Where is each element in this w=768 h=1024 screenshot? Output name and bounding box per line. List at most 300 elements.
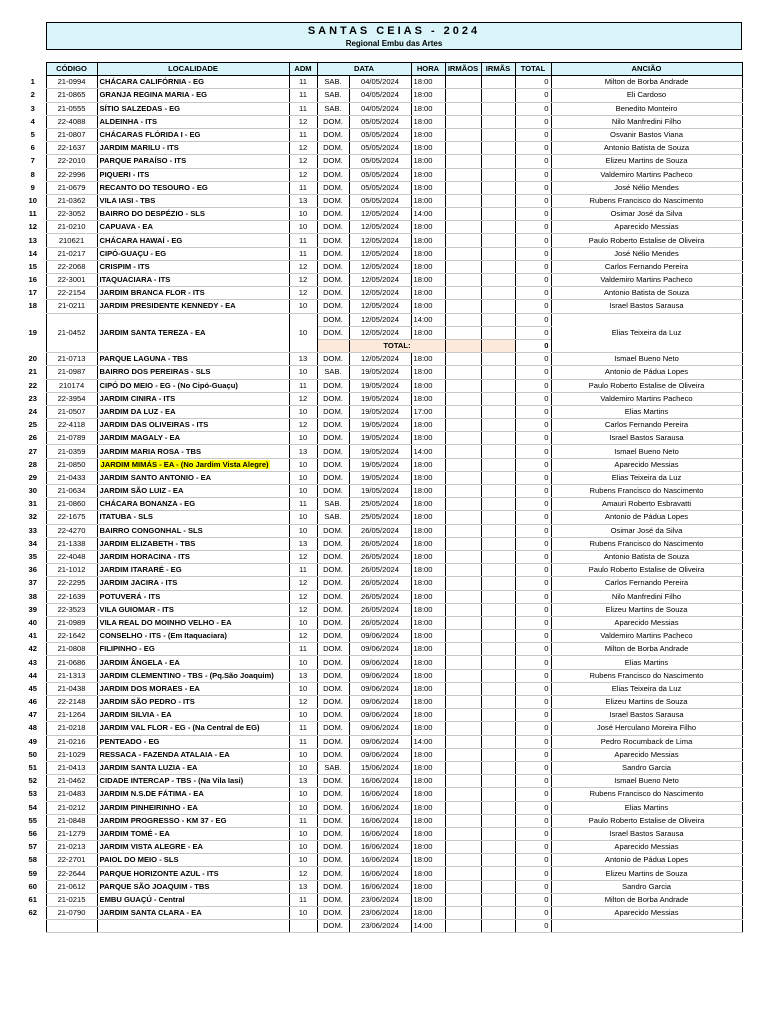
anciao-cell: Rubens Francisco do Nascimento xyxy=(551,194,742,207)
irmaos-cell xyxy=(445,181,481,194)
weekday-cell: DOM. xyxy=(317,564,349,577)
localidade-cell: PARQUE SÃO JOAQUIM - TBS xyxy=(97,880,289,893)
total-cell: 0 xyxy=(515,458,551,471)
row-number: 14 xyxy=(28,248,37,258)
codigo-cell: 22-1642 xyxy=(46,630,97,643)
localidade-cell: GRANJA REGINA MARIA - EG xyxy=(97,89,289,102)
codigo-cell: 210621 xyxy=(46,234,97,247)
table-row xyxy=(20,893,742,906)
anciao-cell: Osimar José da Silva xyxy=(551,524,742,537)
irmaos-cell xyxy=(445,550,481,563)
codigo-cell: 21-0210 xyxy=(46,221,97,234)
total-cell: 0 xyxy=(515,564,551,577)
weekday-cell: DOM. xyxy=(317,353,349,366)
total-cell: 0 xyxy=(515,854,551,867)
table-row xyxy=(20,89,742,102)
date-cell: 19/05/2024 xyxy=(349,471,411,484)
total-cell: 0 xyxy=(515,260,551,273)
row-number: 2 xyxy=(30,90,35,100)
anciao-cell: Antonio de Pádua Lopes xyxy=(551,511,742,524)
anciao-cell: Sandro Garcia xyxy=(551,761,742,774)
total-value: 0 xyxy=(515,339,551,352)
row-number: 41 xyxy=(28,631,37,641)
localidade-cell: JARDIM VAL FLOR - EG - (Na Central de EG) xyxy=(97,722,289,735)
date-cell: 16/06/2024 xyxy=(349,788,411,801)
sheet-subtitle: Regional Embu das Artes xyxy=(345,39,443,48)
localidade-cell: FILIPINHO - EG xyxy=(97,643,289,656)
irmaos-cell xyxy=(445,682,481,695)
hora-cell: 18:00 xyxy=(411,76,445,89)
total-cell: 0 xyxy=(515,300,551,313)
table-row xyxy=(20,603,742,616)
hora-cell: 18:00 xyxy=(411,616,445,629)
row-number: 61 xyxy=(28,894,37,904)
date-cell: 26/05/2024 xyxy=(349,616,411,629)
date-cell: 04/05/2024 xyxy=(349,76,411,89)
localidade-cell: JARDIM ITARARÉ - EG xyxy=(97,564,289,577)
date-cell: 09/06/2024 xyxy=(349,696,411,709)
anciao-cell: Valdemiro Martins Pacheco xyxy=(551,392,742,405)
date-cell: 25/05/2024 xyxy=(349,511,411,524)
irmas-cell xyxy=(481,260,515,273)
localidade-cell: JARDIM SÃO LUIZ - EA xyxy=(97,485,289,498)
irmaos-cell xyxy=(445,208,481,221)
date-cell: 19/05/2024 xyxy=(349,366,411,379)
codigo-cell: 21-0679 xyxy=(46,181,97,194)
header-adm: ADM xyxy=(289,63,317,76)
irmaos-cell xyxy=(445,76,481,89)
adm-cell: 13 xyxy=(289,669,317,682)
localidade-cell: CIPÓ DO MEIO - EG - (No Cipó-Guaçu) xyxy=(97,379,289,392)
date-cell: 09/06/2024 xyxy=(349,656,411,669)
irmas-cell xyxy=(481,854,515,867)
adm-cell: 11 xyxy=(289,76,317,89)
irmaos-cell xyxy=(445,696,481,709)
irmas-cell xyxy=(481,511,515,524)
hora-cell: 18:00 xyxy=(411,168,445,181)
irmas-cell xyxy=(481,458,515,471)
total-cell: 0 xyxy=(515,208,551,221)
sheet-title-box xyxy=(46,22,742,50)
hora-cell: 18:00 xyxy=(411,221,445,234)
codigo-cell: 21-0218 xyxy=(46,722,97,735)
row-number: 56 xyxy=(28,828,37,838)
weekday-cell: DOM. xyxy=(317,550,349,563)
localidade-cell: PARQUE HORIZONTE AZUL - ITS xyxy=(97,867,289,880)
total-cell: 0 xyxy=(515,287,551,300)
row-number: 44 xyxy=(28,670,37,680)
adm-cell: 10 xyxy=(289,616,317,629)
date-cell: 12/05/2024 xyxy=(349,300,411,313)
irmaos-cell xyxy=(445,102,481,115)
total-cell: 0 xyxy=(515,392,551,405)
localidade-cell: JARDIM ÂNGELA - EA xyxy=(97,656,289,669)
hora-cell: 18:00 xyxy=(411,524,445,537)
row-number: 36 xyxy=(28,565,37,575)
row-number: 39 xyxy=(28,604,37,614)
table-row xyxy=(20,841,742,854)
localidade-cell: JARDIM N.S.DE FÁTIMA - EA xyxy=(97,788,289,801)
table-row: 19 21-0452 JARDIM SANTA TEREZA - EA 10 DOM. 12/05/2024 14:00 0 Elias Teixeira da Luz xyxy=(20,313,742,326)
weekday-cell: DOM. xyxy=(317,814,349,827)
total-cell: 0 xyxy=(515,128,551,141)
irmas-cell xyxy=(481,537,515,550)
hora-cell: 18:00 xyxy=(411,194,445,207)
irmas-cell xyxy=(481,709,515,722)
total-cell: 0 xyxy=(515,485,551,498)
weekday-cell: DOM. xyxy=(317,735,349,748)
irmas-cell xyxy=(481,379,515,392)
total-cell: 0 xyxy=(515,76,551,89)
adm-cell: 11 xyxy=(289,379,317,392)
table-row xyxy=(20,827,742,840)
irmas-cell xyxy=(481,168,515,181)
irmaos-cell xyxy=(445,128,481,141)
date-cell: 16/06/2024 xyxy=(349,814,411,827)
codigo-cell: 22-2701 xyxy=(46,854,97,867)
total-cell: 0 xyxy=(515,761,551,774)
anciao-cell: Milton de Borba Andrade xyxy=(551,893,742,906)
hora-cell: 18:00 xyxy=(411,656,445,669)
irmas-cell xyxy=(481,247,515,260)
hora-cell: 18:00 xyxy=(411,696,445,709)
table-row xyxy=(20,669,742,682)
row-number: 27 xyxy=(28,446,37,456)
row-number: 17 xyxy=(28,288,37,298)
weekday-cell: SAB. xyxy=(317,761,349,774)
codigo-cell: 22-2295 xyxy=(46,577,97,590)
adm-cell: 12 xyxy=(289,419,317,432)
codigo-cell: 21-0217 xyxy=(46,247,97,260)
table-row xyxy=(20,274,742,287)
weekday-cell: DOM. xyxy=(317,854,349,867)
anciao-cell: Elias Martins xyxy=(551,405,742,418)
date-cell: 09/06/2024 xyxy=(349,709,411,722)
irmas-cell xyxy=(481,89,515,102)
hora-cell: 18:00 xyxy=(411,498,445,511)
irmaos-cell xyxy=(445,115,481,128)
irmaos-cell xyxy=(445,155,481,168)
weekday-cell: DOM. xyxy=(317,841,349,854)
codigo-cell: 21-0216 xyxy=(46,735,97,748)
table-row xyxy=(20,524,742,537)
irmas-cell xyxy=(481,867,515,880)
row-number: 18 xyxy=(28,301,37,311)
irmas-cell xyxy=(481,564,515,577)
hora-cell: 18:00 xyxy=(411,102,445,115)
adm-cell: 10 xyxy=(289,656,317,669)
anciao-cell: Nilo Manfredini Filho xyxy=(551,590,742,603)
weekday-cell: DOM. xyxy=(317,616,349,629)
weekday-cell: DOM. xyxy=(317,155,349,168)
codigo-cell: 21-1338 xyxy=(46,537,97,550)
adm-cell: 11 xyxy=(289,102,317,115)
row-number: 11 xyxy=(28,209,37,219)
row-number: 48 xyxy=(28,723,37,733)
header-data: DATA xyxy=(317,63,411,76)
weekday-cell: DOM. xyxy=(317,419,349,432)
table-row xyxy=(20,181,742,194)
weekday-cell: DOM. xyxy=(317,867,349,880)
irmaos-cell xyxy=(445,419,481,432)
table-row xyxy=(20,722,742,735)
irmas-cell xyxy=(481,524,515,537)
table-row xyxy=(20,234,742,247)
weekday-cell: DOM. xyxy=(317,893,349,906)
weekday-cell: DOM. xyxy=(317,682,349,695)
localidade-cell: ALDEINHA - ITS xyxy=(97,115,289,128)
total-cell: 0 xyxy=(515,379,551,392)
anciao-cell: Paulo Roberto Estalise de Oliveira xyxy=(551,234,742,247)
irmas-cell xyxy=(481,419,515,432)
irmas-cell xyxy=(481,696,515,709)
hora-cell: 18:00 xyxy=(411,550,445,563)
irmaos-cell xyxy=(445,498,481,511)
localidade-cell: PAIOL DO MEIO - SLS xyxy=(97,854,289,867)
anciao-cell: Elizeu Martins de Souza xyxy=(551,155,742,168)
weekday-cell: DOM. xyxy=(317,247,349,260)
date-cell: 19/05/2024 xyxy=(349,432,411,445)
hora-cell: 18:00 xyxy=(411,366,445,379)
total-cell: 0 xyxy=(515,801,551,814)
table-row xyxy=(20,867,742,880)
adm-cell: 10 xyxy=(289,458,317,471)
irmaos-cell xyxy=(445,89,481,102)
total-cell: 0 xyxy=(515,867,551,880)
weekday-cell: DOM. xyxy=(317,524,349,537)
irmaos-cell xyxy=(445,761,481,774)
weekday-cell: DOM. xyxy=(317,669,349,682)
date-cell: 26/05/2024 xyxy=(349,564,411,577)
adm-cell: 10 xyxy=(289,841,317,854)
weekday-cell: DOM. xyxy=(317,907,349,920)
weekday-cell: DOM. xyxy=(317,801,349,814)
total-cell: 0 xyxy=(515,432,551,445)
weekday-cell: DOM. xyxy=(317,115,349,128)
hora-cell: 18:00 xyxy=(411,577,445,590)
irmaos-cell xyxy=(445,722,481,735)
weekday-cell: DOM. xyxy=(317,260,349,273)
date-cell: 09/06/2024 xyxy=(349,735,411,748)
irmas-cell xyxy=(481,801,515,814)
date-cell: 16/06/2024 xyxy=(349,775,411,788)
hora-cell: 18:00 xyxy=(411,537,445,550)
header-irmas: IRMÃS xyxy=(481,63,515,76)
localidade-cell: PARQUE PARAÍSO - ITS xyxy=(97,155,289,168)
irmas-cell xyxy=(481,761,515,774)
adm-cell: 11 xyxy=(289,643,317,656)
adm-cell: 12 xyxy=(289,274,317,287)
adm-cell: 11 xyxy=(289,498,317,511)
total-cell: 0 xyxy=(515,247,551,260)
irmas-cell xyxy=(481,300,515,313)
row-number: 16 xyxy=(28,275,37,285)
irmaos-cell xyxy=(445,841,481,854)
table-row xyxy=(20,880,742,893)
date-cell: 05/05/2024 xyxy=(349,194,411,207)
hora-cell: 14:00 xyxy=(411,445,445,458)
total-cell: 0 xyxy=(515,366,551,379)
anciao-cell: Amauri Roberto Esbravatti xyxy=(551,498,742,511)
irmaos-cell xyxy=(445,168,481,181)
adm-cell: 12 xyxy=(289,115,317,128)
date-cell: 16/06/2024 xyxy=(349,880,411,893)
adm-cell: 12 xyxy=(289,696,317,709)
table-row xyxy=(20,656,742,669)
date-cell: 12/05/2024 xyxy=(349,208,411,221)
localidade-cell: POTUVERÁ - ITS xyxy=(97,590,289,603)
anciao-cell: Milton de Borba Andrade xyxy=(551,76,742,89)
total-cell: 0 xyxy=(515,221,551,234)
row-number: 35 xyxy=(28,552,37,562)
adm-cell: 10 xyxy=(289,300,317,313)
date-cell: 05/05/2024 xyxy=(349,168,411,181)
row-number: 45 xyxy=(28,683,37,693)
weekday-cell: DOM. xyxy=(317,432,349,445)
adm-cell: 10 xyxy=(289,709,317,722)
table-row xyxy=(20,709,742,722)
anciao-cell: Valdemiro Martins Pacheco xyxy=(551,630,742,643)
hora-cell: 18:00 xyxy=(411,827,445,840)
codigo-cell: 21-0686 xyxy=(46,656,97,669)
localidade-cell: JARDIM HORACINA - ITS xyxy=(97,550,289,563)
table-row xyxy=(20,432,742,445)
adm-cell: 12 xyxy=(289,630,317,643)
date-cell: 16/06/2024 xyxy=(349,801,411,814)
irmaos-cell xyxy=(445,511,481,524)
hora-cell: 17:00 xyxy=(411,405,445,418)
table-row xyxy=(20,221,742,234)
localidade-cell: CHÁCARAS FLÓRIDA I - EG xyxy=(97,128,289,141)
adm-cell: 12 xyxy=(289,260,317,273)
adm-cell: 10 xyxy=(289,471,317,484)
table-row xyxy=(20,208,742,221)
localidade-cell: BAIRRO DOS PEREIRAS - SLS xyxy=(97,366,289,379)
hora-cell: 18:00 xyxy=(411,128,445,141)
date-cell: 05/05/2024 xyxy=(349,115,411,128)
row-number: 43 xyxy=(28,657,37,667)
adm-cell: 10 xyxy=(289,221,317,234)
irmas-cell xyxy=(481,827,515,840)
table-row xyxy=(20,788,742,801)
anciao-cell: Israel Bastos Sarausa xyxy=(551,300,742,313)
anciao-cell: Aparecido Messias xyxy=(551,221,742,234)
irmas-cell xyxy=(481,208,515,221)
hora-cell: 18:00 xyxy=(411,748,445,761)
anciao-cell: Carlos Fernando Pereira xyxy=(551,260,742,273)
table-row xyxy=(20,577,742,590)
date-cell: 16/06/2024 xyxy=(349,841,411,854)
irmaos-cell xyxy=(445,524,481,537)
anciao-cell: Aparecido Messias xyxy=(551,841,742,854)
row-number: 38 xyxy=(28,591,37,601)
codigo-cell: 22-2068 xyxy=(46,260,97,273)
total-cell: 0 xyxy=(515,550,551,563)
anciao-cell: Elizeu Martins de Souza xyxy=(551,603,742,616)
anciao-cell: Valdemiro Martins Pacheco xyxy=(551,274,742,287)
row-number: 8 xyxy=(30,169,35,179)
weekday-cell: DOM. xyxy=(317,722,349,735)
irmas-cell xyxy=(481,907,515,920)
localidade-cell: SÍTIO SALZEDAS - EG xyxy=(97,102,289,115)
adm-cell: 11 xyxy=(289,247,317,260)
weekday-cell: DOM. xyxy=(317,392,349,405)
codigo-cell: 21-0211 xyxy=(46,300,97,313)
irmas-cell xyxy=(481,194,515,207)
irmas-cell xyxy=(481,498,515,511)
weekday-cell: DOM. xyxy=(317,300,349,313)
row-number: 40 xyxy=(28,617,37,627)
hora-cell: 18:00 xyxy=(411,115,445,128)
hora-cell: 14:00 xyxy=(411,735,445,748)
date-cell: 23/06/2024 xyxy=(349,907,411,920)
anciao-cell: Israel Bastos Sarausa xyxy=(551,709,742,722)
codigo-cell: 21-0989 xyxy=(46,616,97,629)
date-cell: 19/05/2024 xyxy=(349,405,411,418)
anciao-cell: Antonio Batista de Souza xyxy=(551,550,742,563)
irmas-cell xyxy=(481,445,515,458)
date-cell: 26/05/2024 xyxy=(349,590,411,603)
codigo-cell: 22-2996 xyxy=(46,168,97,181)
irmaos-cell xyxy=(445,445,481,458)
schedule-table xyxy=(20,62,743,933)
adm-cell: 12 xyxy=(289,603,317,616)
adm-cell: 11 xyxy=(289,128,317,141)
anciao-cell: Carlos Fernando Pereira xyxy=(551,419,742,432)
date-cell: 23/06/2024 xyxy=(349,893,411,906)
anciao-cell: Paulo Roberto Estalise de Oliveira xyxy=(551,379,742,392)
weekday-cell: DOM. xyxy=(317,471,349,484)
irmaos-cell xyxy=(445,274,481,287)
table-row xyxy=(20,854,742,867)
date-cell: 19/05/2024 xyxy=(349,379,411,392)
anciao-cell: José Nélio Mendes xyxy=(551,247,742,260)
total-cell: 0 xyxy=(515,709,551,722)
total-label: TOTAL: xyxy=(349,339,445,352)
date-cell: 16/06/2024 xyxy=(349,827,411,840)
anciao-cell: Rubens Francisco do Nascimento xyxy=(551,537,742,550)
irmaos-cell xyxy=(445,788,481,801)
row-number: 34 xyxy=(28,538,37,548)
table-row xyxy=(20,168,742,181)
irmaos-cell xyxy=(445,907,481,920)
total-cell: 0 xyxy=(515,168,551,181)
weekday-cell: SAB. xyxy=(317,76,349,89)
adm-cell: 10 xyxy=(289,432,317,445)
table-row xyxy=(20,445,742,458)
hora-cell: 18:00 xyxy=(411,234,445,247)
localidade-cell: JARDIM DOS MORAES - EA xyxy=(97,682,289,695)
localidade-cell: RESSACA - FAZENDA ATALAIA - EA xyxy=(97,748,289,761)
hora-cell: 18:00 xyxy=(411,603,445,616)
weekday-cell: SAB. xyxy=(317,511,349,524)
total-cell: 0 xyxy=(515,893,551,906)
irmas-cell xyxy=(481,155,515,168)
adm-cell: 10 xyxy=(289,524,317,537)
irmas-cell xyxy=(481,274,515,287)
row-number: 6 xyxy=(30,143,35,153)
localidade-cell: JARDIM JACIRA - ITS xyxy=(97,577,289,590)
row-number: 51 xyxy=(28,763,37,773)
date-cell: 04/05/2024 xyxy=(349,102,411,115)
anciao-cell: Rubens Francisco do Nascimento xyxy=(551,788,742,801)
hora-cell: 18:00 xyxy=(411,353,445,366)
row-number: 10 xyxy=(28,195,37,205)
irmas-cell xyxy=(481,353,515,366)
irmaos-cell xyxy=(445,801,481,814)
header-localidade: LOCALIDADE xyxy=(97,63,289,76)
weekday-cell: SAB. xyxy=(317,89,349,102)
